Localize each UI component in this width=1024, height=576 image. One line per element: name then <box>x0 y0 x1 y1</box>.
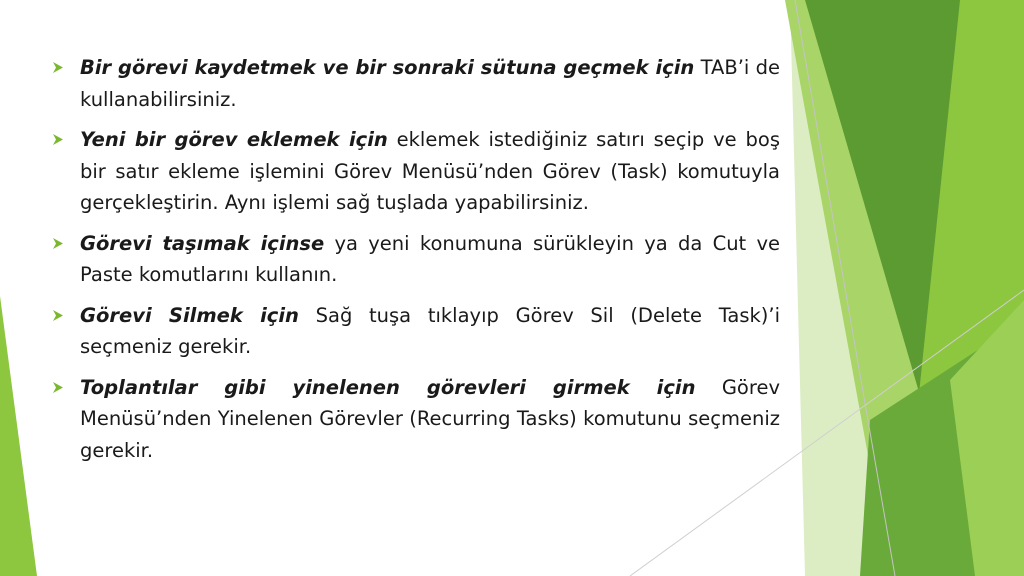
bullet-emphasis: Yeni bir görev eklemek için <box>80 128 388 151</box>
bullet-text: ya yeni konumuna sürükleyin ya da Cut ve Paste komutlarını kullanın. <box>80 231 781 286</box>
arrowhead-icon <box>52 309 64 322</box>
bullet-emphasis: Görevi Silmek için <box>80 303 299 327</box>
bullet-text: eklemek istediğiniz satırı seçip ve boş bir satır ekleme işlemini Görev Menüsü’nden Görev (Task) komutuyla gerçekleştirin. Aynı işlemi sağ tuşlada yapabilirsiniz. <box>80 128 780 214</box>
bullet-emphasis: Görevi taşımak içinse <box>80 231 325 255</box>
bullet-item <box>52 124 780 219</box>
bullet-text: Sağ tuşa tıklayıp Görev Sil (Delete Task)’i seçmeniz gerekir. <box>80 303 780 358</box>
arrowhead-icon <box>52 61 64 74</box>
bullet-item <box>52 372 780 467</box>
left-green-sliver <box>0 296 37 576</box>
bullet-text: TAB’i de kullanabilirsiniz. <box>80 56 780 111</box>
bullet-item <box>52 228 780 291</box>
bullet-list <box>52 52 780 475</box>
bullet-emphasis: Toplantılar gibi yinelenen görevleri girmek için <box>80 375 696 399</box>
bullet-emphasis: Bir görevi kaydetmek ve bir sonraki sütuna geçmek için <box>80 56 695 79</box>
arrowhead-icon <box>52 133 64 146</box>
arrowhead-icon <box>52 237 64 250</box>
arrowhead-icon <box>52 381 64 394</box>
bullet-text: Görev Menüsü’nden Yinelenen Görevler (Recurring Tasks) komutunu seçmeniz gerekir. <box>80 375 780 462</box>
bullet-item <box>52 300 780 363</box>
bullet-item <box>52 52 780 115</box>
